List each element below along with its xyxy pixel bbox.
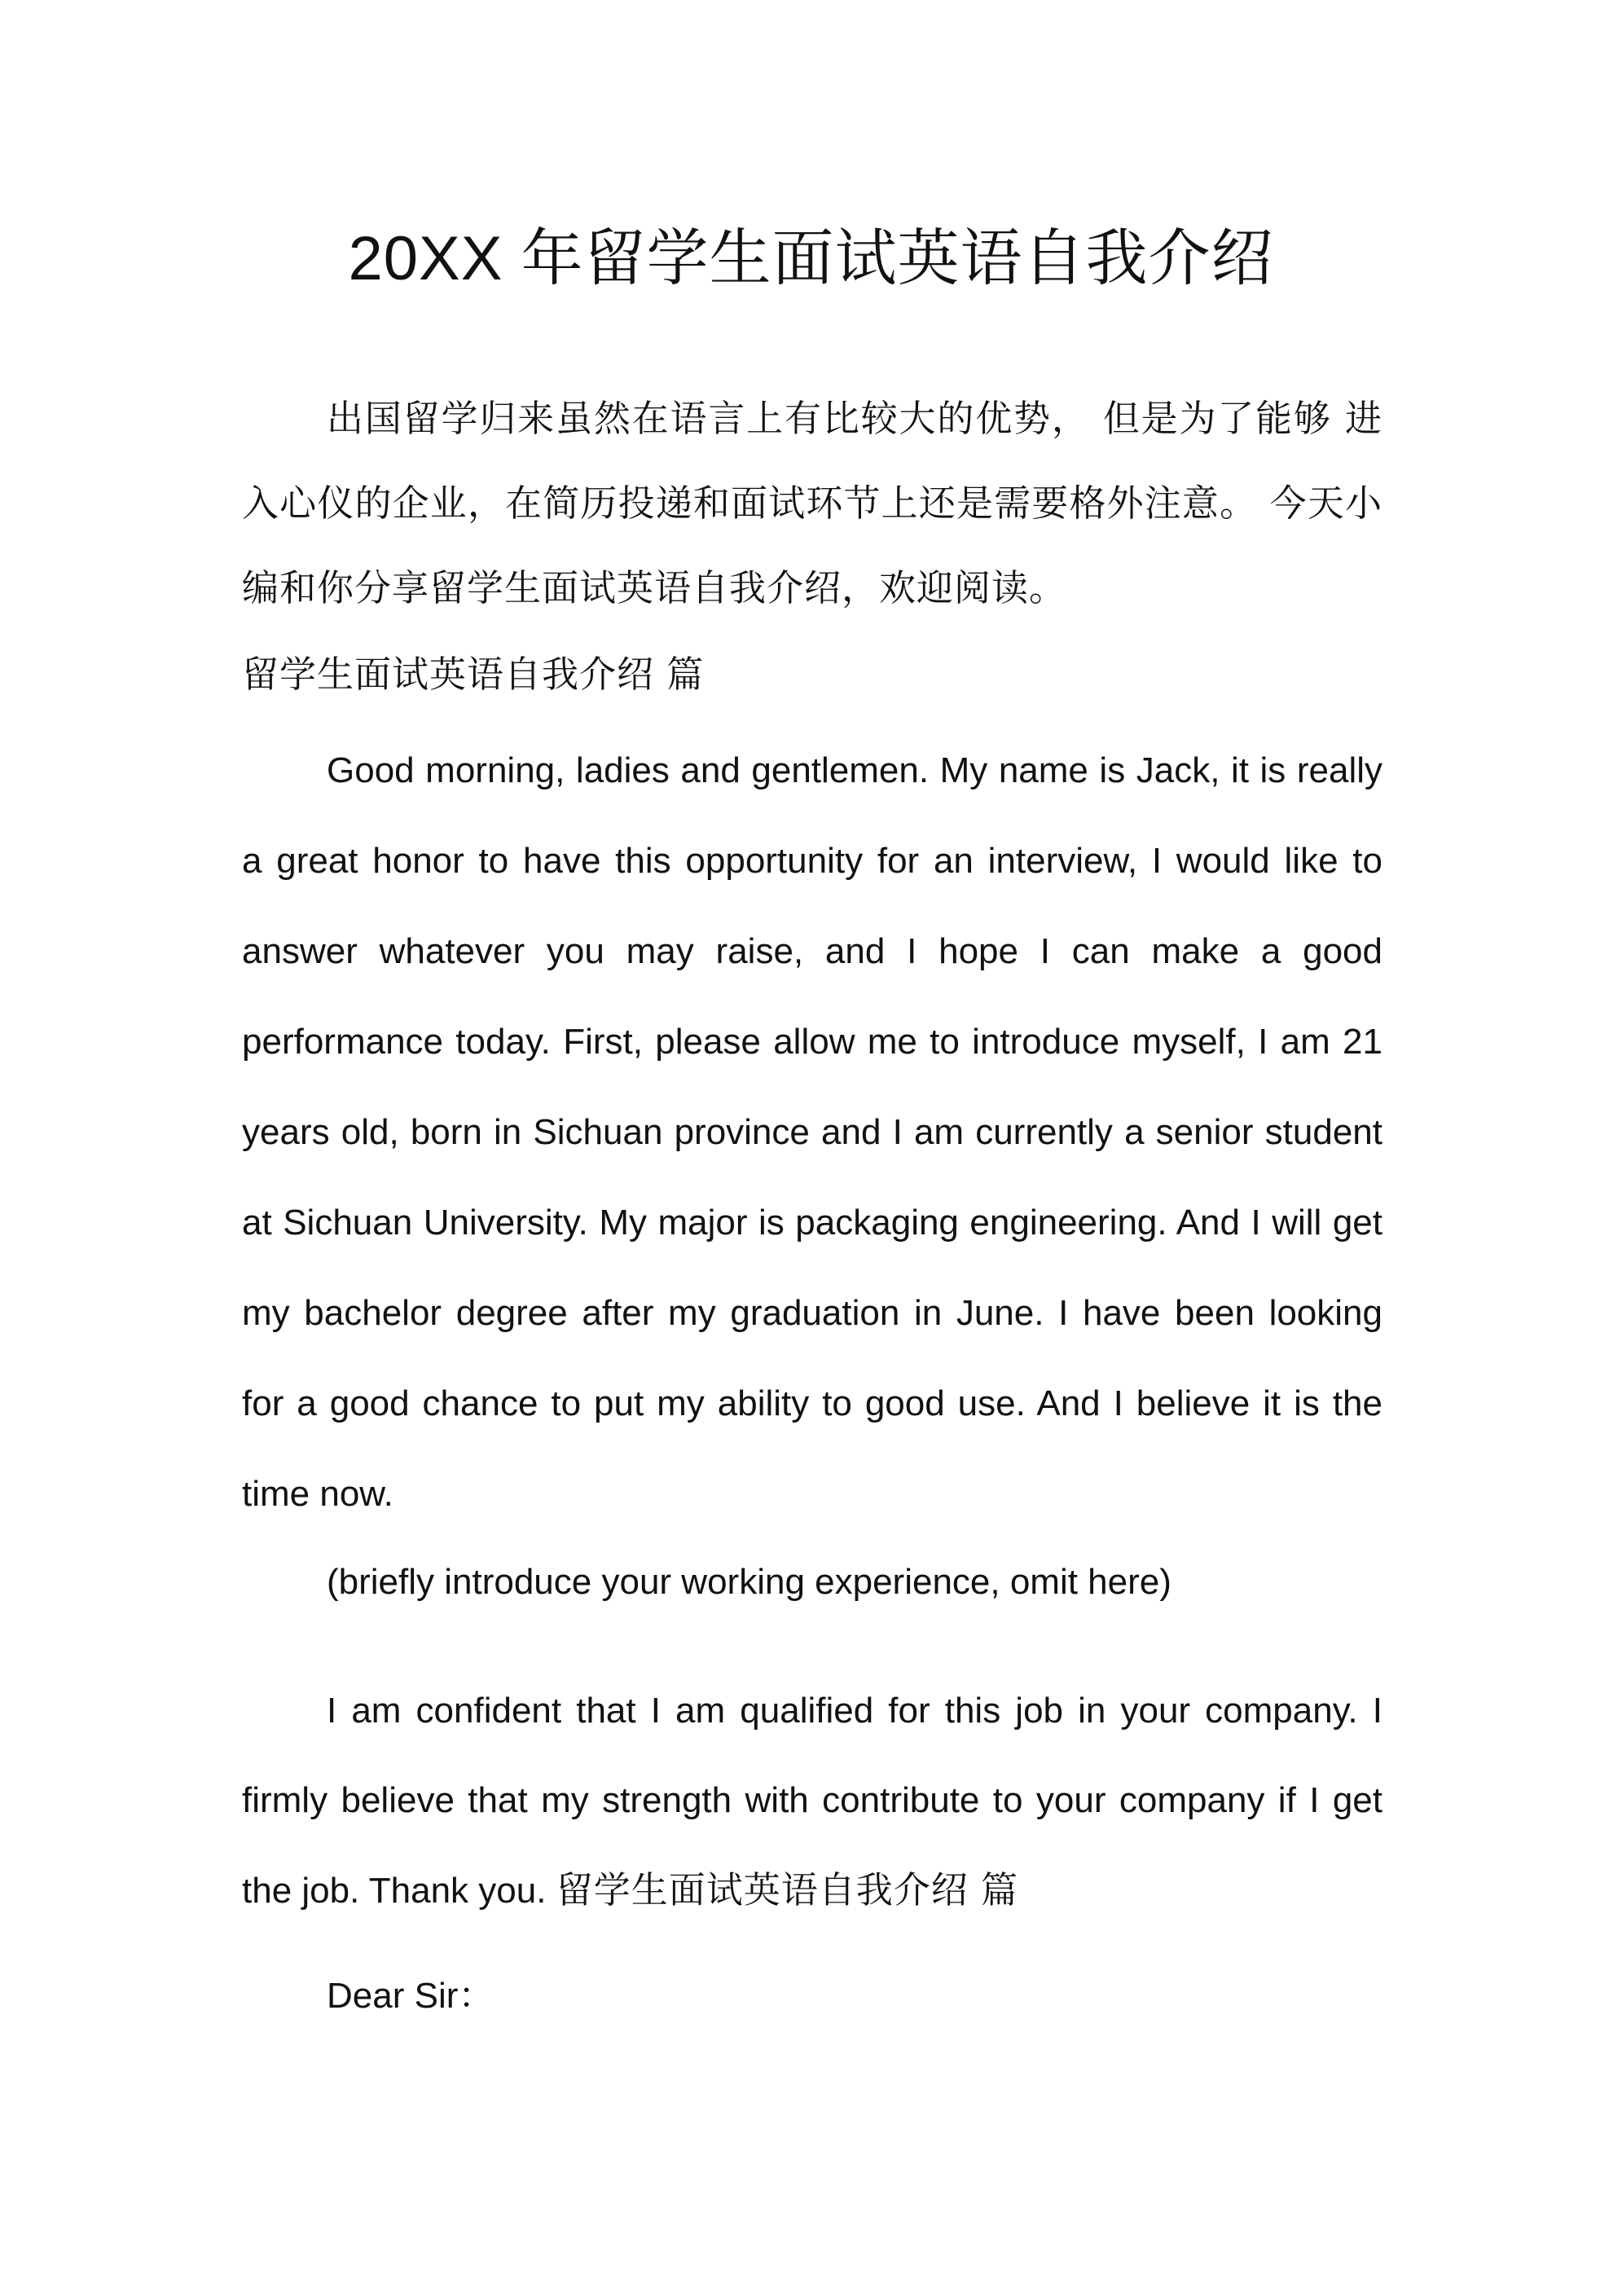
- closing-paragraph: [242, 1666, 1382, 1936]
- salutation: Dear Sir：: [327, 1976, 495, 2016]
- closing-paragraph-text: I am confident that I am qualified for this job in your company. I firmly believe that my strength with contribute to your company if I get the job. Thank you.: [242, 1691, 1382, 1911]
- section-heading: 留学生面试英语自我介绍 篇: [242, 653, 705, 696]
- english-paragraph: Good morning, ladies and gentlemen. My name is Jack, it is really a great honor to have this opportunity for an interview, I would like to answer whatever you may raise, and I hope I can make a good performance today. First, please allow me to introduce myself, I am 21 years old, born in Sichuan province and I am currently a senior student at Sichuan University. My major is packaging engineering. And I will get my bachelor degree after my graduation in June. I have been looking for a good chance to put my ability to good use. And I believe it is the time now.: [242, 750, 1382, 1514]
- document-title: 20XX 年留学生面试英语自我介绍: [348, 224, 1274, 293]
- section-heading-inline: 留学生面试英语自我介绍 篇: [556, 1868, 1018, 1911]
- intro-paragraph: 出国留学归来虽然在语言上有比较大的优势， 但是为了能够 进入心仪的企业，在简历投递和面试环节上还是需要格外注意。 今天小编和你分享留学生面试英语自我介绍，欢迎阅读。: [242, 397, 1382, 609]
- omitted-note: (briefly introduce your working experience, omit here): [327, 1562, 1171, 1602]
